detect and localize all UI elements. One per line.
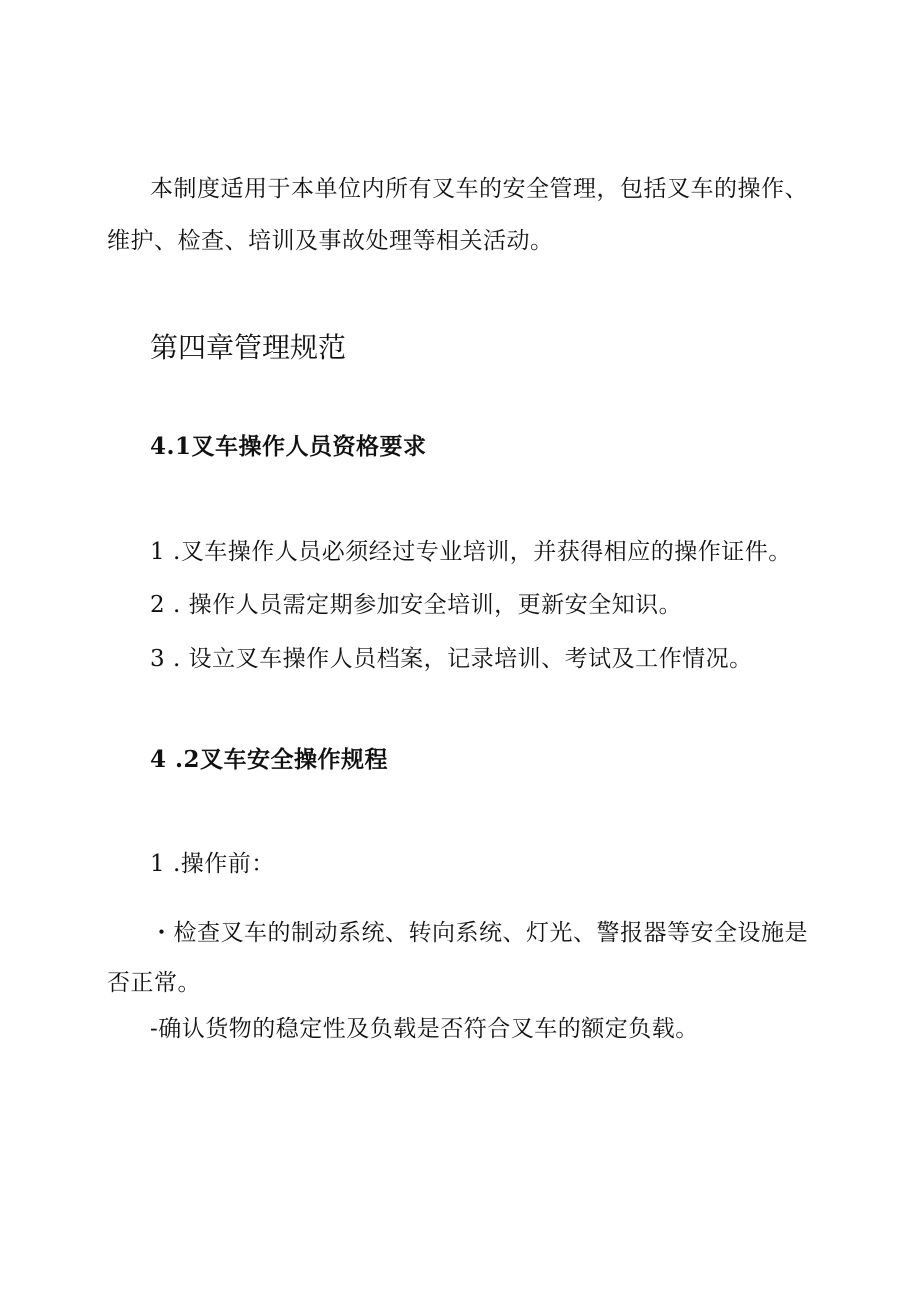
chapter-title: 第四章管理规范 <box>150 331 347 364</box>
intro-paragraph-line-2: 维护、检查、培训及事故处理等相关活动。 <box>107 228 554 254</box>
section-4-2-title: 4 .2叉车安全操作规程 <box>150 746 389 773</box>
section-4-1-item-1: 1 .叉车操作人员必须经过专业培训，并获得相应的操作证件。 <box>150 539 792 565</box>
section-4-1-title: 4.1叉车操作人员资格要求 <box>150 433 427 460</box>
intro-paragraph-line-1: 本制度适用于本单位内所有叉车的安全管理，包括叉车的操作、 <box>150 176 808 202</box>
section-4-1-item-3: 3 . 设立叉车操作人员档案，记录培训、考试及工作情况。 <box>150 646 753 672</box>
section-4-1-item-2: 2 . 操作人员需定期参加安全培训，更新安全知识。 <box>150 592 683 618</box>
bullet-1-line-2: 否正常。 <box>107 970 201 996</box>
bullet-1-line-1: ・检查叉车的制动系统、转向系统、灯光、警报器等安全设施是 <box>150 920 808 946</box>
before-operation-label: 1 .操作前： <box>150 851 275 877</box>
bullet-2: -确认货物的稳定性及负载是否符合叉车的额定负载。 <box>150 1016 699 1042</box>
